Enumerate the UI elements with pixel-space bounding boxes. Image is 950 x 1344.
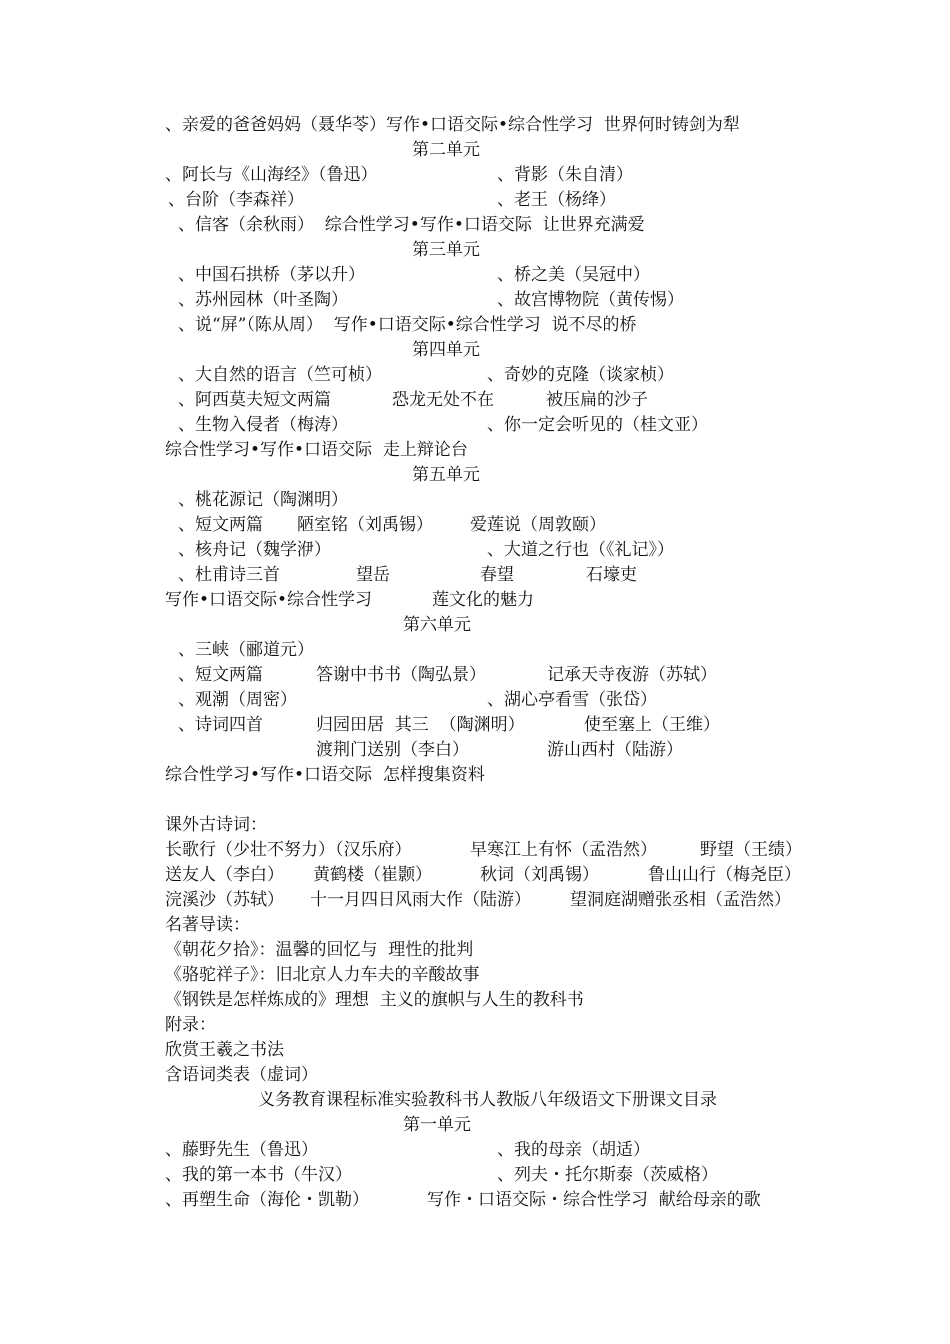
toc-entry: 记承天寺夜游（苏轼） <box>547 665 717 685</box>
toc-entry: 、短文两篇 <box>178 665 263 685</box>
unit-heading: 第五单元 <box>412 465 480 485</box>
toc-entry: 、阿长与《山海经》（鲁迅） <box>165 165 378 185</box>
toc-entry: 爱莲说（周敦颐） <box>470 515 606 535</box>
unit-heading: 第四单元 <box>412 340 480 360</box>
toc-entry: 、背影（朱自清） <box>497 165 633 185</box>
poem-entry: 浣溪沙（苏轼） <box>165 890 284 910</box>
toc-entry: 春望 <box>480 565 514 585</box>
poem-entry: 鲁山山行（梅尧臣） <box>648 865 801 885</box>
toc-entry: 、台阶（李森祥） <box>168 190 304 210</box>
toc-entry: 渡荆门送别（李白） <box>316 740 469 760</box>
classic-entry: 《朝花夕拾》：温馨的回忆与 理性的批判 <box>165 940 474 960</box>
toc-entry: 望岳 <box>356 565 390 585</box>
toc-entry: 、生物入侵者（梅涛） <box>178 415 348 435</box>
toc-entry: 、我的母亲（胡适） <box>497 1140 650 1160</box>
toc-entry: 、短文两篇 <box>178 515 263 535</box>
section-heading: 附录： <box>165 1015 216 1035</box>
toc-entry: 、阿西莫夫短文两篇 <box>178 390 331 410</box>
toc-entry: 归园田居 其三 （陶渊明） <box>316 715 525 735</box>
unit-heading: 第一单元 <box>403 1115 471 1135</box>
toc-entry: 、说“屏”（陈从周） 写作•口语交际•综合性学习 说不尽的桥 <box>178 315 637 335</box>
toc-entry: 、三峡（郦道元） <box>178 640 314 660</box>
poem-entry: 早寒江上有怀（孟浩然） <box>470 840 657 860</box>
toc-entry: 、你一定会听见的（桂文亚） <box>487 415 708 435</box>
poem-entry: 望洞庭湖赠张丞相（孟浩然） <box>570 890 791 910</box>
toc-entry: 综合性学习•写作•口语交际 走上辩论台 <box>165 440 468 460</box>
toc-entry: 写作・口语交际・综合性学习 献给母亲的歌 <box>427 1190 761 1210</box>
toc-entry: 、中国石拱桥（茅以升） <box>178 265 365 285</box>
toc-entry: 综合性学习•写作•口语交际 怎样搜集资料 <box>165 765 485 785</box>
toc-entry: 、列夫・托尔斯泰（茨威格） <box>497 1165 718 1185</box>
appendix-entry: 含语词类表（虚词） <box>165 1065 318 1085</box>
toc-entry: 、观潮（周密） <box>178 690 297 710</box>
unit-heading: 第六单元 <box>403 615 471 635</box>
toc-entry: 、大自然的语言（竺可桢） <box>178 365 382 385</box>
toc-entry: 恐龙无处不在 <box>392 390 494 410</box>
unit-heading: 第二单元 <box>412 140 480 160</box>
toc-entry: 、湖心亭看雪（张岱） <box>487 690 657 710</box>
document-title: 义务教育课程标准实验教科书人教版八年级语文下册课文目录 <box>258 1090 717 1110</box>
toc-entry: 、大道之行也（《礼记》） <box>487 540 674 560</box>
toc-entry: 、杜甫诗三首 <box>178 565 280 585</box>
section-heading: 名著导读： <box>165 915 250 935</box>
toc-entry: 、诗词四首 <box>178 715 263 735</box>
toc-entry: 、我的第一本书（牛汉） <box>165 1165 352 1185</box>
toc-entry: 答谢中书书（陶弘景） <box>316 665 486 685</box>
classic-entry: 《骆驼祥子》：旧北京人力车夫的辛酸故事 <box>165 965 480 985</box>
unit-heading: 第三单元 <box>412 240 480 260</box>
toc-entry: 游山西村（陆游） <box>547 740 683 760</box>
poem-entry: 十一月四日风雨大作（陆游） <box>310 890 531 910</box>
appendix-entry: 欣赏王羲之书法 <box>165 1040 284 1060</box>
toc-entry: 被压扁的沙子 <box>546 390 648 410</box>
toc-entry: 、桃花源记（陶渊明） <box>178 490 348 510</box>
toc-entry: 石壕吏 <box>586 565 637 585</box>
toc-entry: 、亲爱的爸爸妈妈（聂华苓）写作•口语交际•综合性学习 世界何时铸剑为犁 <box>165 115 740 135</box>
classic-entry: 《钢铁是怎样炼成的》理想 主义的旗帜与人生的教科书 <box>165 990 584 1010</box>
poem-entry: 黄鹤楼（崔颢） <box>313 865 432 885</box>
toc-entry: 、奇妙的克隆（谈家桢） <box>487 365 674 385</box>
poem-entry: 送友人（李白） <box>165 865 284 885</box>
toc-entry: 、核舟记（魏学洢） <box>178 540 331 560</box>
toc-entry: 、苏州园林（叶圣陶） <box>178 290 348 310</box>
section-heading: 课外古诗词： <box>165 815 267 835</box>
toc-entry: 使至塞上（王维） <box>584 715 720 735</box>
poem-entry: 长歌行（少壮不努力）（汉乐府） <box>165 840 412 860</box>
toc-entry: 、信客（余秋雨） 综合性学习•写作•口语交际 让世界充满爱 <box>178 215 645 235</box>
toc-entry: 陋室铭（刘禹锡） <box>297 515 433 535</box>
toc-entry: 、老王（杨绛） <box>497 190 616 210</box>
toc-entry: 、故宫博物院（黄传惕） <box>497 290 684 310</box>
poem-entry: 野望（王绩） <box>700 840 802 860</box>
poem-entry: 秋词（刘禹锡） <box>480 865 599 885</box>
toc-entry: 、桥之美（吴冠中） <box>497 265 650 285</box>
toc-entry: 、再塑生命（海伦・凯勒） <box>165 1190 369 1210</box>
toc-entry: 莲文化的魅力 <box>432 590 534 610</box>
toc-entry: 、藤野先生（鲁迅） <box>165 1140 318 1160</box>
toc-entry: 写作•口语交际•综合性学习 <box>165 590 373 610</box>
